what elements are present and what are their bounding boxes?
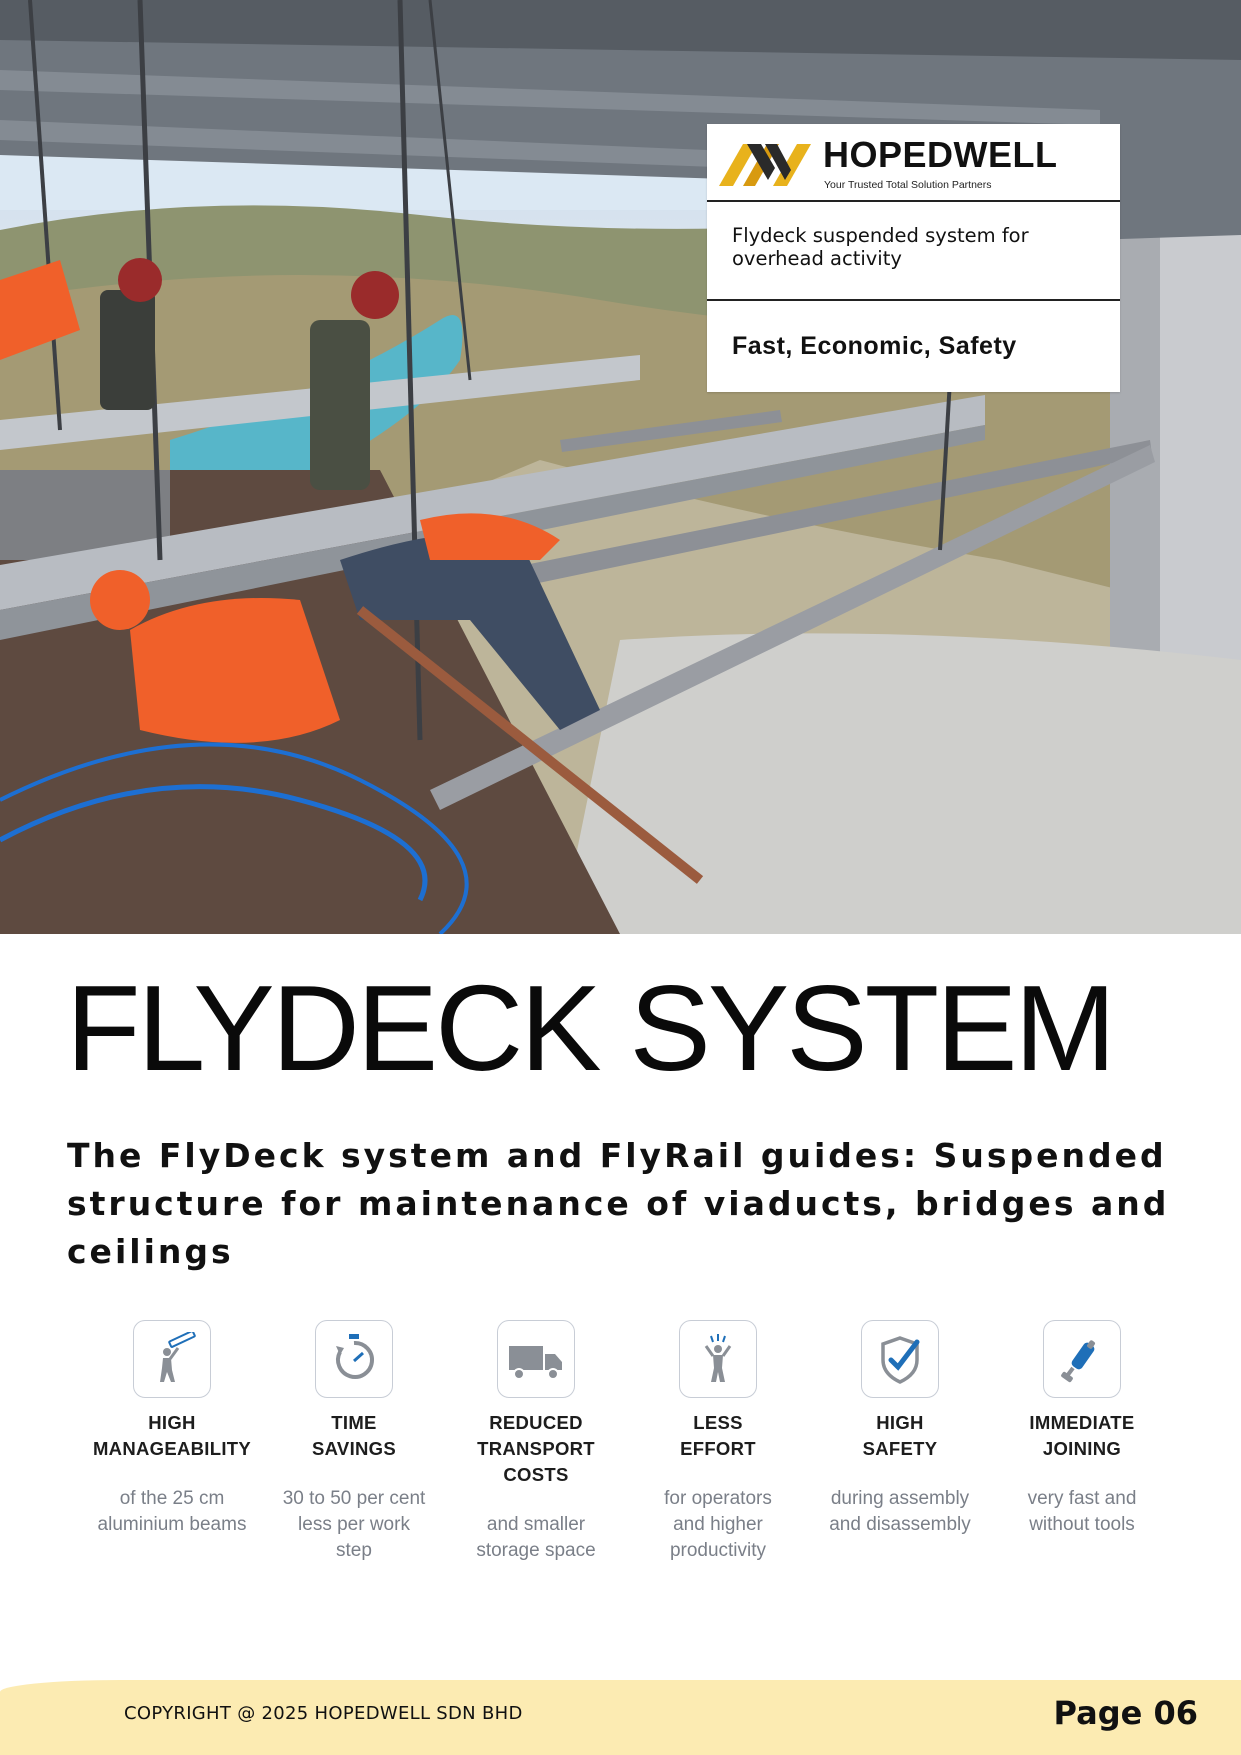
page-subtitle: The FlyDeck system and FlyRail guides: Suspended structure for maintenance of viaducts, bridges and ceilings [67,1136,1170,1271]
brand-logo [707,124,1120,200]
feature-immediate-joining [987,1320,1177,1538]
card-divider [707,299,1120,301]
page-number: Page 06 [1053,1694,1198,1732]
feature-title: REDUCED TRANSPORT COSTS [477,1412,595,1485]
feature-title: IMMEDIATE JOINING [1029,1412,1135,1459]
card-divider [707,200,1120,202]
connector-pin-icon [1043,1320,1121,1398]
feature-reduced-transport-costs [441,1320,631,1564]
feature-high-manageability [77,1320,267,1538]
truck-icon [497,1320,575,1398]
feature-title: HIGH MANAGEABILITY [92,1412,252,1459]
feature-description: and smaller storage space [476,1514,596,1561]
page-title: FLYDECK SYSTEM [66,960,1114,1096]
feature-title: LESS EFFORT [680,1412,756,1459]
brand-tagline: Your Trusted Total Solution Partners [824,179,992,191]
feature-description: very fast and without tools [1027,1488,1137,1535]
feature-description: during assembly and disassembly [829,1488,971,1535]
feature-description: for operators and higher productivity [664,1488,772,1561]
feature-high-safety [805,1320,995,1538]
feature-list [77,1320,1164,1570]
feature-title: HIGH SAFETY [862,1412,938,1459]
feature-title: TIME SAVINGS [312,1412,396,1459]
hopedwell-logo-mark-icon [717,136,813,192]
feature-time-savings [259,1320,449,1564]
card-description: Flydeck suspended system for overhead activity [732,224,1029,270]
brand-card [707,124,1120,392]
feature-description: 30 to 50 per cent less per work step [282,1488,426,1561]
feature-description: of the 25 cm aluminium beams [97,1488,247,1535]
brand-name: HOPEDWELL [823,134,1058,175]
cheering-person-icon [679,1320,757,1398]
shield-check-icon [861,1320,939,1398]
copyright-text: COPYRIGHT @ 2025 HOPEDWELL SDN BHD [124,1703,523,1724]
worker-carrying-beam-icon [133,1320,211,1398]
stopwatch-icon [315,1320,393,1398]
feature-less-effort [623,1320,813,1564]
page-footer [0,1680,1241,1755]
card-tagline: Fast, Economic, Safety [732,332,1017,360]
